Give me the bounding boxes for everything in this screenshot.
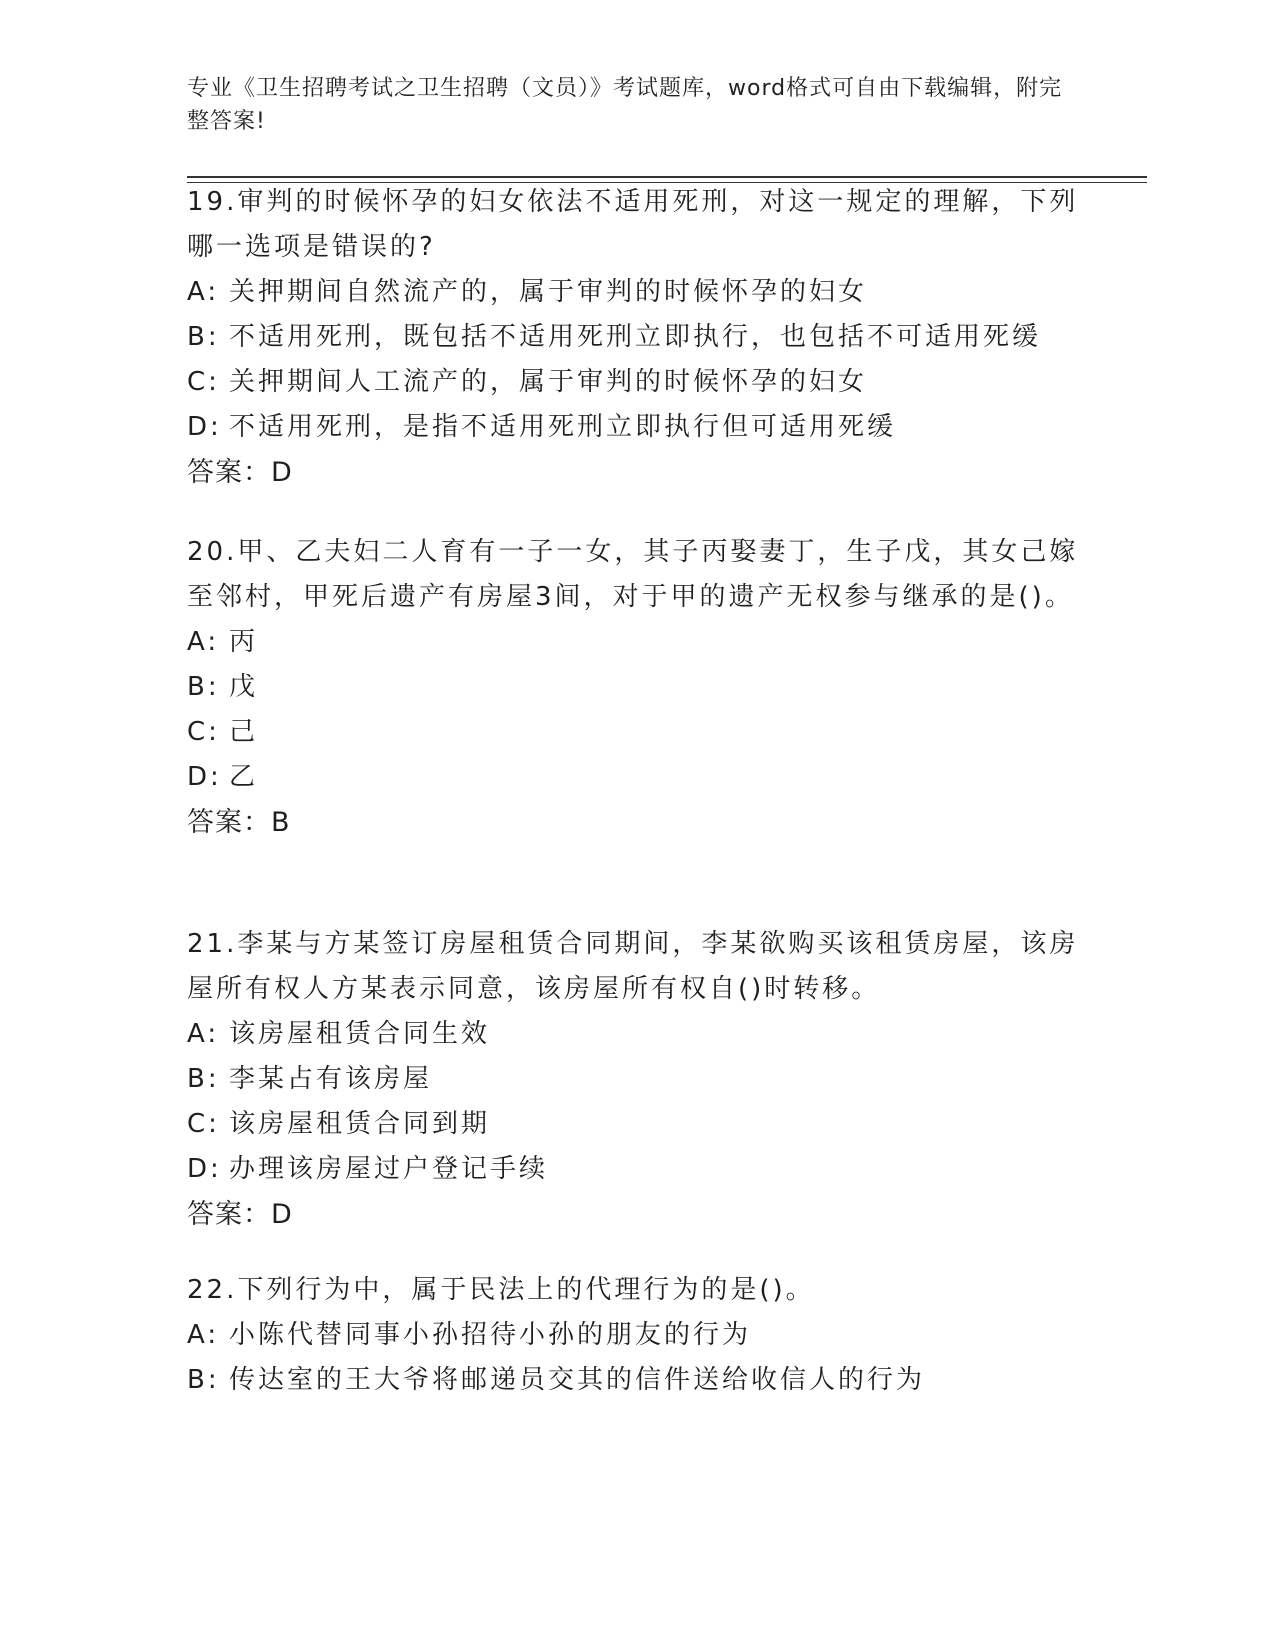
question-stem: 22.下列行为中，属于民法上的代理行为的是()。: [187, 1275, 815, 1305]
option-a: [187, 620, 1087, 665]
option-text: 关押期间自然流产的，属于审判的时候怀孕的妇女: [229, 277, 868, 307]
option-text: 办理该房屋过户登记手续: [229, 1154, 549, 1184]
question-19: [187, 180, 1087, 496]
answer-line: 答案：B: [187, 807, 291, 838]
option-a: [187, 1012, 1087, 1057]
question-21: [187, 922, 1087, 1238]
option-a: [187, 270, 1087, 315]
option-text: 传达室的王大爷将邮递员交其的信件送给收信人的行为: [229, 1365, 926, 1395]
header-divider-thick: [187, 176, 1147, 178]
option-letter: A:: [187, 1019, 220, 1049]
option-c: [187, 360, 1087, 405]
question-stem: 20.甲、乙夫妇二人育有一子一女，其子丙娶妻丁，生子戊，其女己嫁至邻村，甲死后遗产有房屋3间，对于甲的遗产无权参与继承的是()。: [187, 537, 1079, 612]
option-letter: D:: [187, 412, 222, 442]
question-22: [187, 1268, 1087, 1403]
option-text: 丙: [229, 627, 259, 657]
option-text: 该房屋租赁合同生效: [229, 1019, 491, 1049]
option-d: [187, 1147, 1087, 1192]
option-letter: D:: [187, 1154, 222, 1184]
option-letter: A:: [187, 1320, 220, 1350]
option-c: [187, 710, 1087, 755]
option-letter: B:: [187, 322, 220, 352]
option-letter: A:: [187, 627, 220, 657]
answer-line: 答案：D: [187, 1199, 293, 1230]
question-stem: 19.审判的时候怀孕的妇女依法不适用死刑，对这一规定的理解，下列哪一选项是错误的?: [187, 187, 1079, 262]
option-text: 乙: [229, 762, 259, 792]
header-note: 专业《卫生招聘考试之卫生招聘（文员）》考试题库，word格式可自由下载编辑，附完整答案!: [187, 76, 1063, 134]
option-text: 戊: [229, 672, 259, 702]
option-b: [187, 665, 1087, 710]
option-text: 不适用死刑，既包括不适用死刑立即执行，也包括不可适用死缓: [229, 322, 1042, 352]
option-d: [187, 405, 1087, 450]
option-b: [187, 1057, 1087, 1102]
option-text: 该房屋租赁合同到期: [229, 1109, 491, 1139]
option-a: [187, 1313, 1087, 1358]
option-letter: B:: [187, 672, 220, 702]
question-20: [187, 530, 1087, 846]
option-letter: C:: [187, 1109, 220, 1139]
option-letter: A:: [187, 277, 220, 307]
option-c: [187, 1102, 1087, 1147]
option-b: [187, 1358, 1087, 1403]
option-d: [187, 755, 1087, 800]
option-text: 己: [229, 717, 259, 747]
option-letter: B:: [187, 1064, 220, 1094]
option-text: 小陈代替同事小孙招待小孙的朋友的行为: [229, 1320, 752, 1350]
option-text: 关押期间人工流产的，属于审判的时候怀孕的妇女: [229, 367, 868, 397]
question-stem: 21.李某与方某签订房屋租赁合同期间，李某欲购买该租赁房屋，该房屋所有权人方某表示同意，该房屋所有权自()时转移。: [187, 929, 1079, 1004]
option-letter: B:: [187, 1365, 220, 1395]
option-letter: C:: [187, 717, 220, 747]
option-letter: D:: [187, 762, 222, 792]
option-text: 不适用死刑，是指不适用死刑立即执行但可适用死缓: [229, 412, 897, 442]
option-b: [187, 315, 1087, 360]
option-text: 李某占有该房屋: [229, 1064, 433, 1094]
answer-line: 答案：D: [187, 457, 293, 488]
option-letter: C:: [187, 367, 220, 397]
